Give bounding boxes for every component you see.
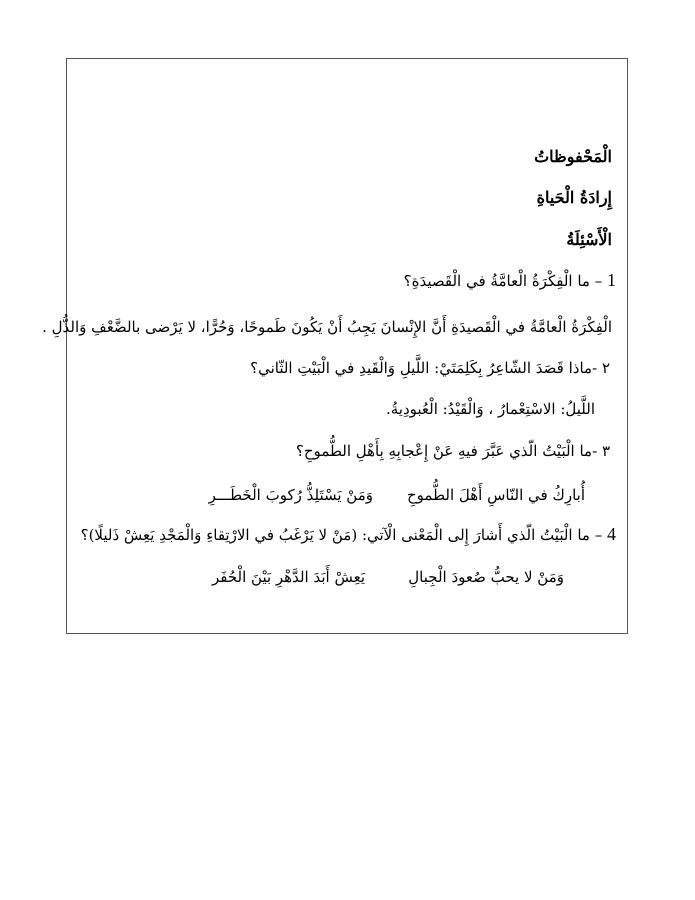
section-title: الْمَحْفوظاتُ <box>534 147 612 166</box>
question-1-text: – ما الْفِكْرَةُ الْعامَّةُ في الْقَصيدَةِ؟ <box>403 272 603 290</box>
content-frame <box>66 58 628 634</box>
question-3 <box>296 440 610 462</box>
question-2 <box>250 357 610 379</box>
questions-title: الْأَسْئِلَةُ <box>566 230 612 249</box>
question-3-number: ٣ <box>601 442 610 460</box>
question-2-number: ٢ <box>601 359 610 377</box>
verse-3-first-hemistich: أُبارِكُ في النّاسِ أَهْلَ الطُّموحِ <box>407 486 585 504</box>
verse-3-second-hemistich: وَمَنْ يَسْتَلِذُّ رُكوبَ الْخَطَـــرِ <box>208 486 373 504</box>
answer-2: اللَّيلُ: الاسْتِعْمارُ ، وَالْقَيْدُ: الْعُبودِيةُ. <box>385 400 595 418</box>
question-1-number: 1 <box>607 270 616 290</box>
poem-title: إِرادَةُ الْحَياةِ <box>536 188 612 207</box>
question-4-text: – ما الْبَيْتُ الّذي أَشارَ إِلى الْمَعْنى الْآتي: (مَنْ لا يَرْغَبُ في الارْتِقاءِ وَالْمَجْدِ يَعِشْ ذَليلًا)؟ <box>80 526 603 544</box>
verse-4-second-hemistich: يَعِشْ أَبَدَ الدَّهْرِ بَيْنَ الْحُفَر <box>211 568 365 586</box>
question-4 <box>81 523 616 546</box>
question-1 <box>404 269 616 292</box>
question-2-text: -ماذا قَصَدَ الشّاعِرُ بِكَلِمَتَيْ: اللَّيلِ وَالْقَيدِ في الْبَيْتِ الثّاني؟ <box>250 359 598 377</box>
question-4-number: 4 <box>607 524 616 544</box>
question-3-text: -ما الْبَيْتُ الّذي عَبَّرَ فيهِ عَنْ إِعْجابِهِ بِأَهْلِ الطُّموحِ؟ <box>295 442 598 460</box>
answer-1: الْفِكْرَةُ الْعامَّةُ في الْقَصيدَةِ أَنَّ الإِنْسانَ يَجِبُ أَنْ يَكُونَ طَموحًا، وَحُرًّا، لا يَرْضى بالضَّعْفِ وَالذُّلِ . <box>42 318 612 336</box>
verse-4-first-hemistich: وَمَنْ لا يحبُّ صُعودَ الْجِبالِ <box>408 568 564 586</box>
